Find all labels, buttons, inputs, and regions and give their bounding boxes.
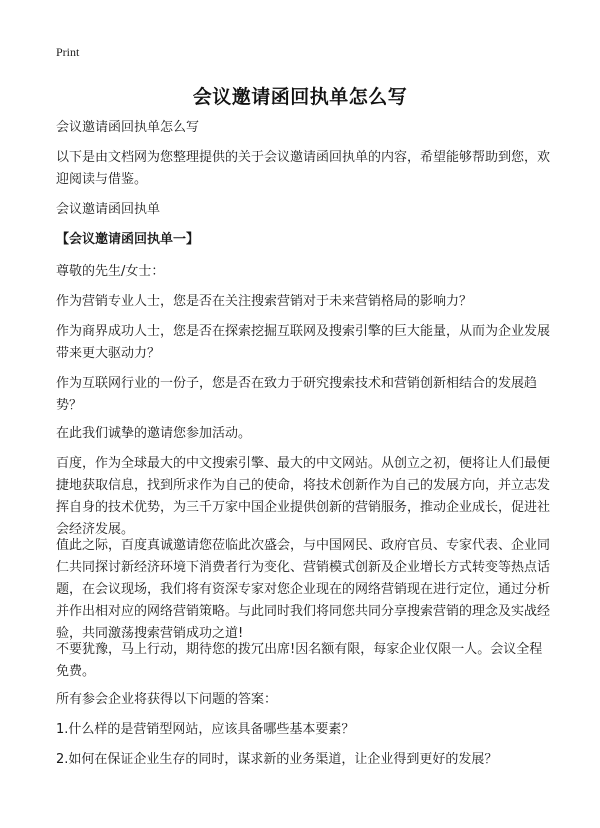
- list-item: 1.什么样的是营销型网站，应该具备哪些基本要素？: [56, 722, 355, 737]
- section-heading: 【会议邀请函回执单一】: [56, 232, 200, 247]
- body-paragraph: 作为互联网行业的一份子，您是否在致力于研究搜索技术和营销创新相结合的发展趋势？: [56, 376, 538, 413]
- doc-subtitle: 会议邀请函回执单怎么写: [56, 120, 200, 135]
- list-item: 2.如何在保证企业生存的同时，谋求新的业务渠道，让企业得到更好的发展？: [56, 752, 498, 767]
- page-title: 会议邀请函回执单怎么写: [192, 86, 408, 108]
- body-paragraph: 在此我们诚挚的邀请您参加活动。: [56, 426, 252, 441]
- section-label: 会议邀请函回执单: [56, 202, 161, 217]
- print-link[interactable]: Print: [56, 45, 80, 59]
- body-paragraph: 所有参会企业将获得以下问题的答案：: [56, 692, 278, 707]
- body-paragraph: 值此之际，百度真诚邀请您莅临此次盛会，与中国网民、政府官员、专家代表、企业同仁共同探讨新经济环境下消费者行为变化、营销模式创新及企业增长方式转变等热点话题，在会议现场，我们将有资深专家对您企业现在的网络营销现在进行定位，通过分析并作出相对应的网络营销策略。与此同时我们将同您共同分享搜索营销的理念及实战经验，共同激荡搜索营销成功之道!: [56, 538, 551, 641]
- body-paragraph: 不要犹豫，马上行动，期待您的拨冗出席!因名额有限，每家企业仅限一人。会议全程免费。: [56, 642, 543, 679]
- body-paragraph: 作为商界成功人士，您是否在探索挖掘互联网及搜索引擎的巨大能量，从而为企业发展带来更大驱动力？: [56, 324, 551, 361]
- intro-paragraph: 以下是由文档网为您整理提供的关于会议邀请函回执单的内容，希望能够帮助到您，欢迎阅读与借鉴。: [56, 150, 551, 187]
- body-paragraph: 百度，作为全球最大的中文搜索引擎、最大的中文网站。从创立之初，便将让人们最便捷地获取信息，找到所求作为自己的使命，将技术创新作为自己的发展方向，并立志发挥自身的技术优势，为三千万家中国企业提供创新的营销服务，推动企业成长，促进社会经济发展。: [56, 456, 551, 537]
- body-paragraph: 作为营销专业人士，您是否在关注搜索营销对于未来营销格局的影响力？: [56, 294, 473, 309]
- salutation: 尊敬的先生/女士：: [56, 264, 165, 279]
